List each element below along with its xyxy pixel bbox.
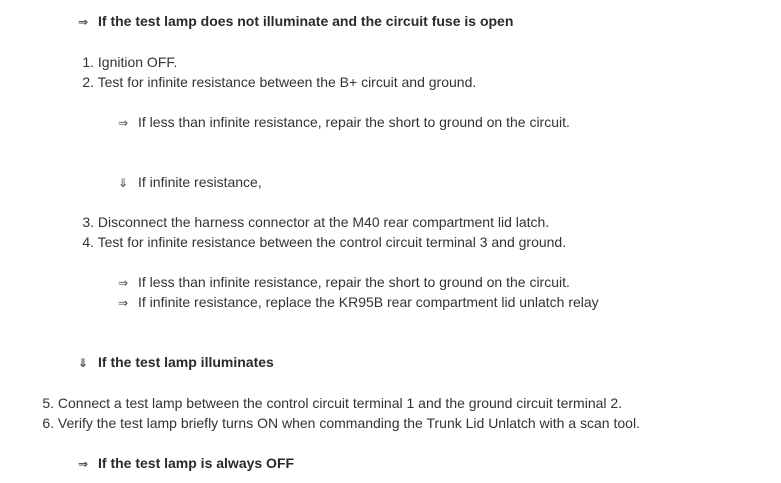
step-text: Test for infinite resistance between the control circuit terminal 3 and ground. bbox=[97, 234, 567, 250]
step-number: 6. bbox=[42, 415, 54, 431]
right-double-arrow-icon: ⇒ bbox=[118, 296, 129, 310]
sub-result-item bbox=[118, 272, 570, 292]
down-double-arrow-icon: ⇓ bbox=[78, 356, 89, 370]
step-item bbox=[78, 212, 549, 232]
step-text: Ignition OFF. bbox=[97, 54, 178, 70]
sub-result-item bbox=[118, 172, 262, 192]
sub-result-item bbox=[118, 292, 599, 312]
sub-result-text: If infinite resistance, replace the KR95B rear compartment lid unlatch relay bbox=[138, 294, 599, 310]
sub-result-item bbox=[118, 112, 570, 132]
result-heading-text: If the test lamp illuminates bbox=[98, 354, 274, 370]
step-number: 3. bbox=[82, 214, 94, 230]
result-heading-lamp-always-off bbox=[78, 453, 294, 473]
step-item bbox=[78, 52, 177, 72]
right-double-arrow-icon: ⇒ bbox=[118, 116, 129, 130]
step-text: Verify the test lamp briefly turns ON when commanding the Trunk Lid Unlatch with a scan tool. bbox=[57, 415, 640, 431]
sub-result-text: If less than infinite resistance, repair the short to ground on the circuit. bbox=[138, 114, 570, 130]
result-heading-lamp-illuminates bbox=[78, 352, 274, 372]
step-number: 1. bbox=[82, 54, 94, 70]
step-number: 4. bbox=[82, 234, 94, 250]
step-text: Disconnect the harness connector at the M40 rear compartment lid latch. bbox=[97, 214, 550, 230]
result-heading-text: If the test lamp is always OFF bbox=[98, 455, 295, 471]
step-item bbox=[38, 413, 640, 433]
result-heading-fuse-open bbox=[78, 11, 513, 31]
step-item bbox=[78, 72, 476, 92]
sub-result-text: If infinite resistance, bbox=[138, 174, 262, 190]
right-double-arrow-icon: ⇒ bbox=[78, 15, 89, 29]
step-text: Test for infinite resistance between the B+ circuit and ground. bbox=[97, 74, 477, 90]
right-double-arrow-icon: ⇒ bbox=[118, 276, 129, 290]
step-number: 5. bbox=[42, 395, 54, 411]
sub-result-text: If less than infinite resistance, repair the short to ground on the circuit. bbox=[138, 274, 570, 290]
step-number: 2. bbox=[82, 74, 94, 90]
step-item bbox=[38, 393, 622, 413]
down-double-arrow-icon: ⇓ bbox=[118, 176, 129, 190]
result-heading-text: If the test lamp does not illuminate and the circuit fuse is open bbox=[98, 13, 514, 29]
right-double-arrow-icon: ⇒ bbox=[78, 457, 89, 471]
step-text: Connect a test lamp between the control circuit terminal 1 and the ground circuit terminal 2. bbox=[57, 395, 623, 411]
step-item bbox=[78, 232, 566, 252]
